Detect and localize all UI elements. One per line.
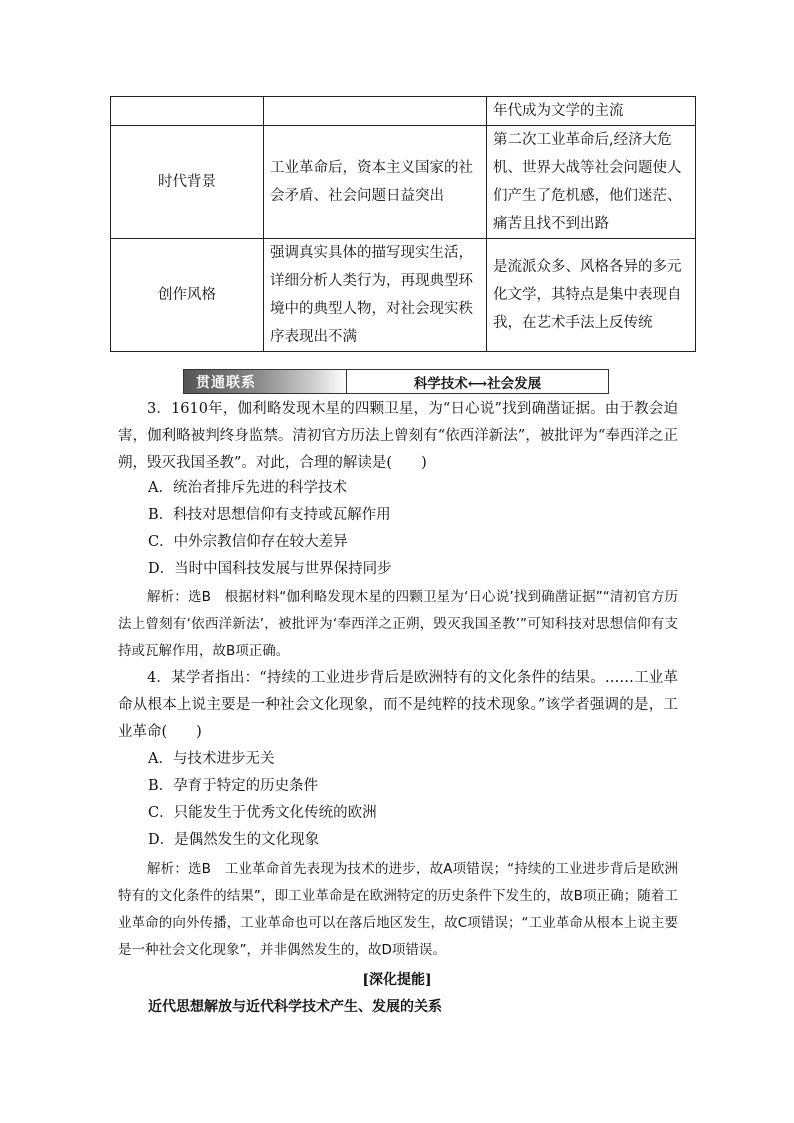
question-3-analysis: 解析：选B 根据材料“伽利略发现木星的四颗卫星为‘日心说’找到确凿证据”“清初官方历法上曾刻有‘依西洋新法’，被批评为‘奉西洋之正朔，毁灭我国圣教’”可知科技对思想信仰有支持或瓦解作用，故B项正确。 <box>118 589 678 659</box>
modernism-cell: 第二次工业革命后,经济大危机、世界大战等社会问题使人们产生了危机感，他们迷茫、痛苦且找不到出路 <box>487 126 696 239</box>
row-label: 创作风格 <box>111 239 264 352</box>
realism-cell <box>264 97 487 126</box>
question-3-option-d: D．当时中国科技发展与世界保持同步 <box>148 561 392 577</box>
banner-label-box <box>184 370 346 393</box>
question-4-analysis: 解析：选B 工业革命首先表现为技术的进步，故A项错误；“持续的工业进步背后是欧洲特有的文化条件的结果”，即工业革命是在欧洲特定的历史条件下发生的，故B项正确；随着工业革命的向外传播，工业革命也可以在落后地区发生，故C项错误；“工业革命从根本上说主要是一种社会文化现象”，并非偶然发生的，故D项错误。 <box>118 861 678 958</box>
question-4-option-c: C．只能发生于优秀文化传统的欧洲 <box>148 805 377 821</box>
row-label: 时代背景 <box>111 126 264 239</box>
section-subtitle: 近代思想解放与近代科学技术产生、发展的关系 <box>148 999 442 1015</box>
table-row <box>111 126 696 239</box>
section-banner <box>183 369 609 394</box>
question-4-option-a: A．与技术进步无关 <box>148 751 275 767</box>
banner-topic: 科学技术⟷社会发展 <box>346 370 608 393</box>
modernism-cell: 是流派众多、风格各异的多元化文学，其特点是集中表现自我，在艺术手法上反传统 <box>487 239 696 352</box>
realism-cell: 工业革命后，资本主义国家的社会矛盾、社会问题日益突出 <box>264 126 487 239</box>
comparison-table <box>110 96 696 352</box>
question-4-option-d: D．是偶然发生的文化现象 <box>148 832 320 848</box>
question-3-stem: 3．1610年，伽利略发现木星的四颗卫星，为“日心说”找到确凿证据。由于教会迫害，伽利略被判终身监禁。清初官方历法上曾刻有“依西洋新法”，被批评为“奉西洋之正朔，毁灭我国圣教”。对此，合理的解读是( ) <box>118 401 678 471</box>
realism-cell: 强调真实具体的描写现实生活，详细分析人类行为，再现典型环境中的典型人物，对社会现实秩序表现出不满 <box>264 239 487 352</box>
question-3-option-b: B．科技对思想信仰有支持或瓦解作用 <box>148 507 391 523</box>
modernism-cell: 年代成为文学的主流 <box>487 97 696 126</box>
table-row <box>111 239 696 352</box>
row-label <box>111 97 264 126</box>
table-row <box>111 97 696 126</box>
question-3-option-c: C．中外宗教信仰存在较大差异 <box>148 534 348 550</box>
section-title: [深化提能] <box>362 972 432 988</box>
question-4-option-b: B．孕育于特定的历史条件 <box>148 778 319 794</box>
banner-label: 贯通联系 <box>196 374 256 391</box>
question-3-option-a: A．统治者排斥先进的科学技术 <box>148 480 347 496</box>
question-4-stem: 4．某学者指出：“持续的工业进步背后是欧洲特有的文化条件的结果。……工业革命从根本上说主要是一种社会文化现象，而不是纯粹的技术现象。”该学者强调的是，工业革命( ) <box>118 670 678 740</box>
